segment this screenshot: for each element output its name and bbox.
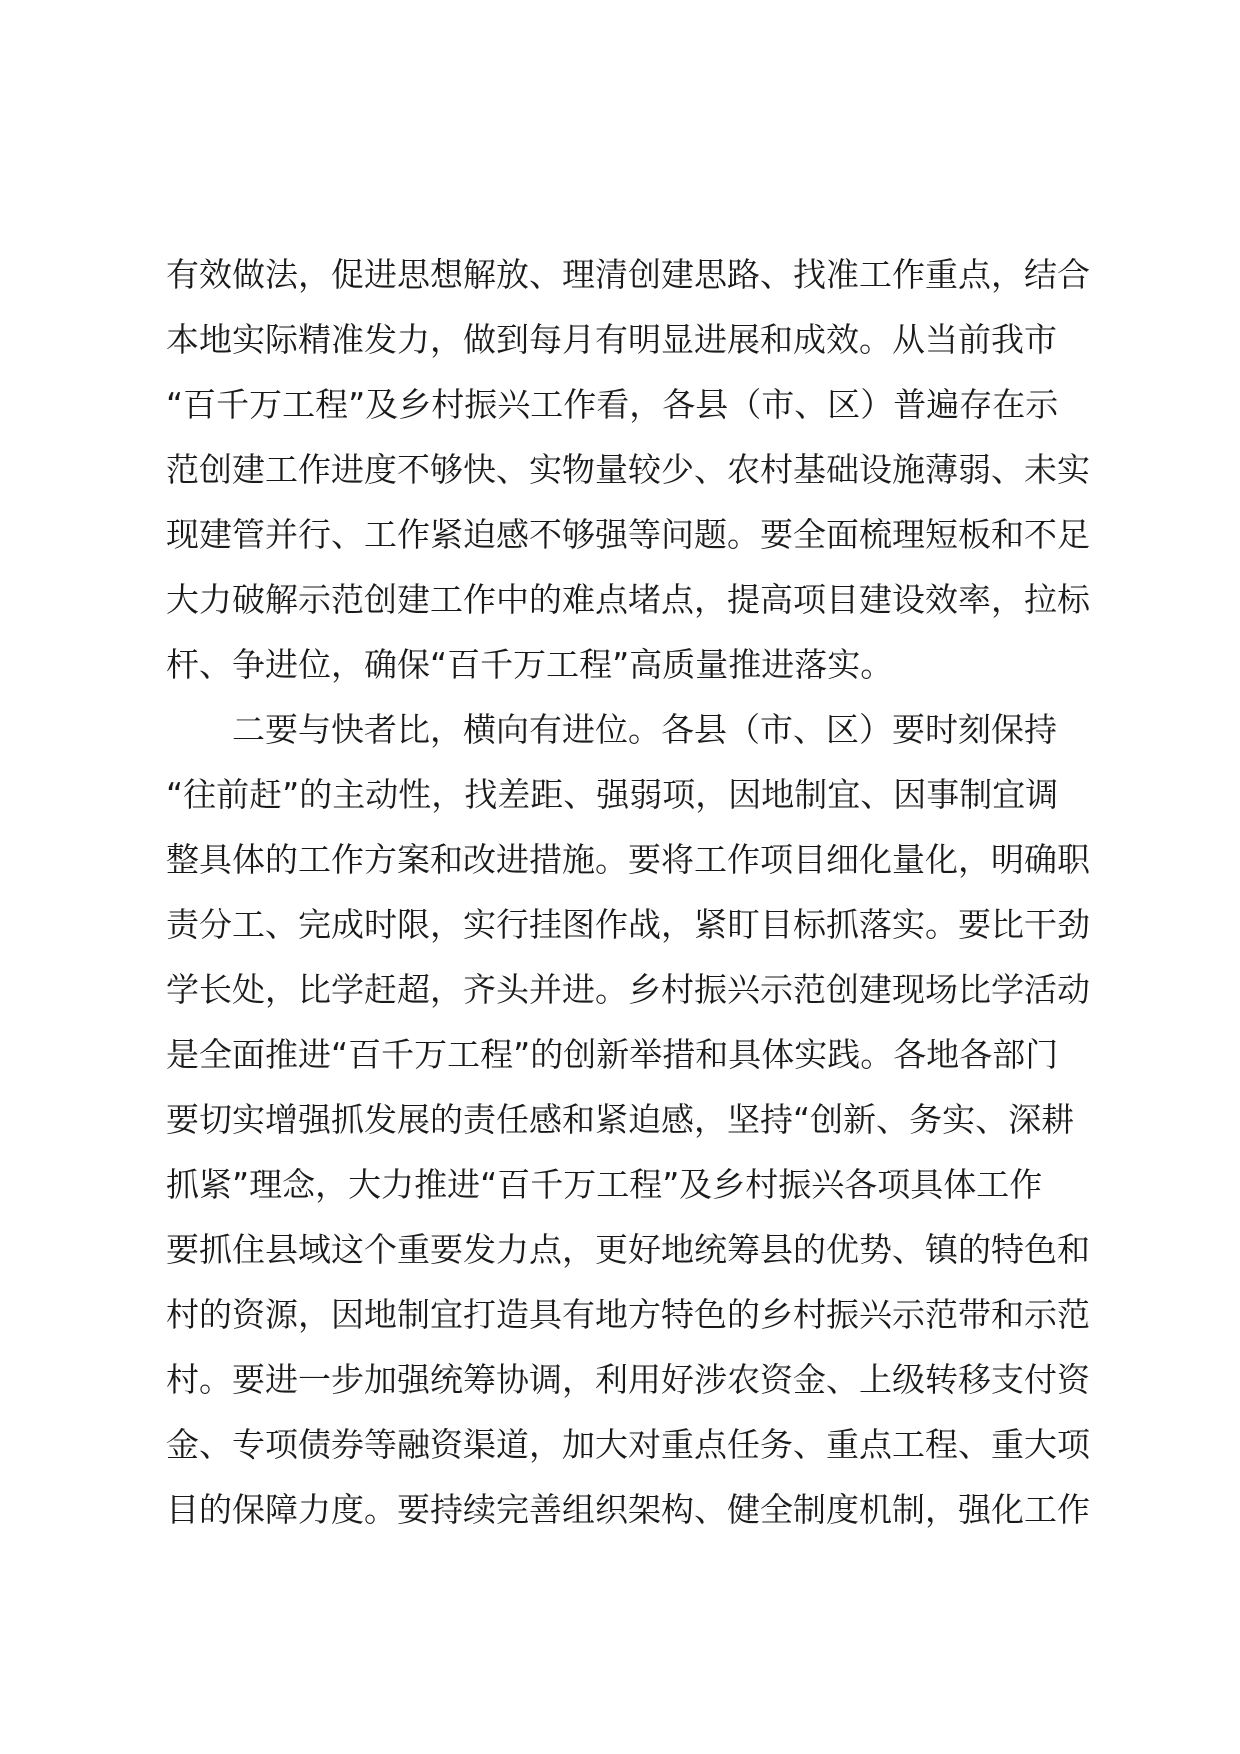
text-line: 目的保障力度。要持续完善组织架构、健全制度机制，强化工作 (166, 1490, 1090, 1529)
text-line: 本地实际精准发力，做到每月有明显进展和成效。从当前我市 (166, 320, 1057, 359)
text-line: 村。要进一步加强统筹协调，利用好涉农资金、上级转移支付资 (166, 1360, 1090, 1399)
text-line: 现建管并行、工作紧迫感不够强等问题。要全面梳理短板和不足 (166, 515, 1090, 554)
text-line: 是全面推进“百千万工程”的创新举措和具体实践。各地各部门 (166, 1035, 1059, 1074)
text-line: 范创建工作进度不够快、实物量较少、农村基础设施薄弱、未实 (166, 450, 1090, 489)
text-line: 大力破解示范创建工作中的难点堵点，提高项目建设效率，拉标 (166, 580, 1090, 619)
text-line: 整具体的工作方案和改进措施。要将工作项目细化量化，明确职 (166, 840, 1090, 879)
text-line: 责分工、完成时限，实行挂图作战，紧盯目标抓落实。要比干劲 (166, 905, 1090, 944)
text-line: 村的资源，因地制宜打造具有地方特色的乡村振兴示范带和示范 (166, 1295, 1090, 1334)
text-line: “百千万工程”及乡村振兴工作看，各县（市、区）普遍存在示 (166, 385, 1059, 424)
text-line: 金、专项债券等融资渠道，加大对重点任务、重点工程、重大项 (166, 1425, 1090, 1464)
text-line: 杆、争进位，确保“百千万工程”高质量推进落实。 (166, 645, 894, 684)
text-line: 要切实增强抓发展的责任感和紧迫感，坚持“创新、务实、深耕 (166, 1100, 1075, 1139)
body-text (166, 242, 1096, 1542)
text-line: 抓紧”理念，大力推进“百千万工程”及乡村振兴各项具体工作 (166, 1165, 1043, 1204)
paragraph-start-line: 二要与快者比，横向有进位。各县（市、区）要时刻保持 (232, 710, 1057, 749)
text-line: “往前赶”的主动性，找差距、强弱项，因地制宜、因事制宜调 (166, 775, 1059, 814)
text-line: 有效做法，促进思想解放、理清创建思路、找准工作重点，结合 (166, 255, 1090, 294)
text-line: 要抓住县域这个重要发力点，更好地统筹县的优势、镇的特色和 (166, 1230, 1090, 1269)
text-line: 学长处，比学赶超，齐头并进。乡村振兴示范创建现场比学活动 (166, 970, 1090, 1009)
